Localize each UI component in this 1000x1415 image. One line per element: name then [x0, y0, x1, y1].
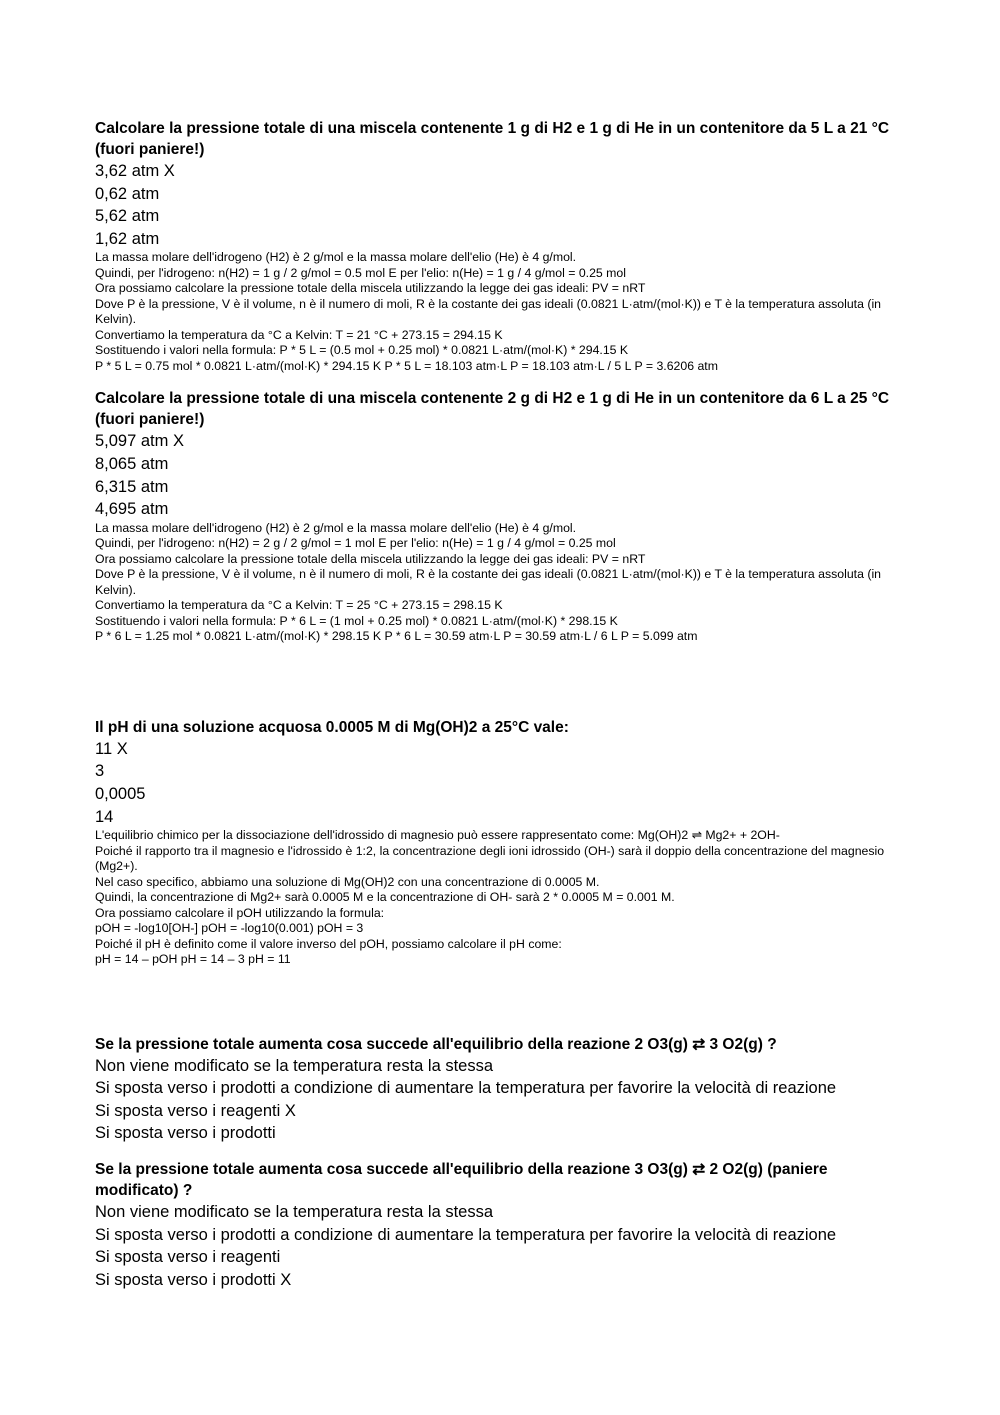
explanation-line: P * 6 L = 1.25 mol * 0.0821 L·atm/(mol·K) * 298.15 K P * 6 L = 30.59 atm·L P = 30.59 atm·L / 6 L P = 5.099 atm: [95, 629, 698, 644]
explanation-line: La massa molare dell'idrogeno (H2) è 2 g/mol e la massa molare dell'elio (He) è 4 g/mol.: [95, 520, 577, 535]
answer-option: Si sposta verso i prodotti X: [95, 1270, 292, 1289]
answer-option: Si sposta verso i reagenti X: [95, 1101, 296, 1120]
answer-option: Si sposta verso i reagenti: [95, 1248, 281, 1267]
explanation-line: Nel caso specifico, abbiamo una soluzione di Mg(OH)2 con una concentrazione di 0.0005 M.: [95, 874, 600, 889]
explanation-line: Convertiamo la temperatura da °C a Kelvin: T = 25 °C + 273.15 = 298.15 K: [95, 598, 503, 613]
answer-option: Si sposta verso i prodotti a condizione di aumentare la temperatura per favorire la velocità di reazione: [95, 1079, 837, 1098]
answer-option: 5,097 atm X: [95, 432, 184, 451]
answer-option: 0,62 atm: [95, 184, 160, 203]
explanation-line: Quindi, per l'idrogeno: n(H2) = 2 g / 2 g/mol = 1 mol E per l'elio: n(He) = 1 g / 4 g/mol = 0.25 mol: [95, 536, 616, 551]
explanation-line: Quindi, per l'idrogeno: n(H2) = 1 g / 2 g/mol = 0.5 mol E per l'elio: n(He) = 1 g / 4 g/mol = 0.25 mol: [95, 265, 626, 280]
answer-option: 6,315 atm: [95, 477, 169, 496]
answer-option: Non viene modificato se la temperatura resta la stessa: [95, 1056, 494, 1075]
answer-option: Non viene modificato se la temperatura resta la stessa: [95, 1203, 494, 1221]
question-text: Se la pressione totale aumenta cosa succede all'equilibrio della reazione 3 O3(g) ⇄ 2 O2(g) (paniere modificato) ?: [95, 1161, 828, 1199]
explanation-line: P * 5 L = 0.75 mol * 0.0821 L·atm/(mol·K) * 294.15 K P * 5 L = 18.103 atm·L P = 18.103 atm·L / 5 L P = 3.6206 atm: [95, 358, 718, 373]
explanation-line: Convertiamo la temperatura da °C a Kelvin: T = 21 °C + 273.15 = 294.15 K: [95, 327, 503, 342]
explanation-line: Dove P è la pressione, V è il volume, n è il numero di moli, R è la costante dei gas ideali (0.0821 L·atm/(mol·K)) e T è la temperatura assoluta (in Kelvin).: [95, 296, 882, 327]
question-text: Calcolare la pressione totale di una miscela contenente 2 g di H2 e 1 g di He in un contenitore da 6 L a 25 °C (fuori paniere!): [95, 390, 890, 429]
explanation-line: Poiché il rapporto tra il magnesio e l'idrossido è 1:2, la concentrazione degli ioni idrossido (OH-) sarà il doppio della concentrazione del magnesio (Mg2+).: [95, 843, 885, 874]
explanation-line: pOH = -log10[OH-] pOH = -log10(0.001) pOH = 3: [95, 921, 364, 936]
explanation-line: L'equilibrio chimico per la dissociazione dell'idrossido di magnesio può essere rappresentato come: Mg(OH)2 ⇌ Mg2+ + 2OH-: [95, 828, 780, 843]
question-block-1: [95, 118, 910, 374]
explanation-line: Ora possiamo calcolare il pOH utilizzando la formula:: [95, 905, 385, 920]
explanation-line: Sostituendo i valori nella formula: P * 6 L = (1 mol + 0.25 mol) * 0.0821 L·atm/(mol·K) * 298.15 K: [95, 613, 618, 628]
explanation-line: Ora possiamo calcolare la pressione totale della miscela utilizzando la legge dei gas ideali: PV = nRT: [95, 281, 646, 296]
answer-option: 8,065 atm: [95, 454, 169, 473]
question-block-5: [95, 1159, 910, 1291]
explanation-line: Quindi, la concentrazione di Mg2+ sarà 0.0005 M e la concentrazione di OH- sarà 2 * 0.0005 M = 0.001 M.: [95, 890, 675, 905]
explanation-line: Poiché il pH è definito come il valore inverso del pOH, possiamo calcolare il pH come:: [95, 936, 562, 951]
question-text: Se la pressione totale aumenta cosa succede all'equilibrio della reazione 2 O3(g) ⇄ 3 O2(g) ?: [95, 1035, 777, 1053]
explanation-line: pH = 14 – pOH pH = 14 – 3 pH = 11: [95, 952, 291, 967]
answer-option: Si sposta verso i prodotti: [95, 1124, 276, 1143]
answer-option: 4,695 atm: [95, 500, 169, 519]
answer-option: 5,62 atm: [95, 207, 160, 226]
answer-option: 0,0005: [95, 784, 146, 803]
explanation-line: Ora possiamo calcolare la pressione totale della miscela utilizzando la legge dei gas ideali: PV = nRT: [95, 551, 646, 566]
answer-option: 3: [95, 762, 105, 781]
question-text: Il pH di una soluzione acquosa 0.0005 M di Mg(OH)2 a 25°C vale:: [95, 718, 569, 736]
explanation-line: Sostituendo i valori nella formula: P * 5 L = (0.5 mol + 0.25 mol) * 0.0821 L·atm/(mol·K) * 294.15 K: [95, 343, 629, 358]
explanation-line: Dove P è la pressione, V è il volume, n è il numero di moli, R è la costante dei gas ideali (0.0821 L·atm/(mol·K)) e T è la temperatura assoluta (in Kelvin).: [95, 567, 882, 597]
document-page: [95, 118, 910, 1291]
explanation-line: La massa molare dell'idrogeno (H2) è 2 g/mol e la massa molare dell'elio (He) è 4 g/mol.: [95, 250, 577, 265]
answer-option: 1,62 atm: [95, 229, 160, 248]
question-block-4: [95, 1034, 910, 1145]
answer-option: 11 X: [95, 739, 128, 758]
answer-option: Si sposta verso i prodotti a condizione di aumentare la temperatura per favorire la velocità di reazione: [95, 1225, 837, 1244]
question-text: Calcolare la pressione totale di una miscela contenente 1 g di H2 e 1 g di He in un contenitore da 5 L a 21 °C (fuori paniere!): [95, 120, 890, 158]
question-block-3: [95, 717, 910, 968]
answer-option: 14: [95, 807, 114, 826]
question-block-2: [95, 388, 910, 644]
answer-option: 3,62 atm X: [95, 162, 175, 180]
